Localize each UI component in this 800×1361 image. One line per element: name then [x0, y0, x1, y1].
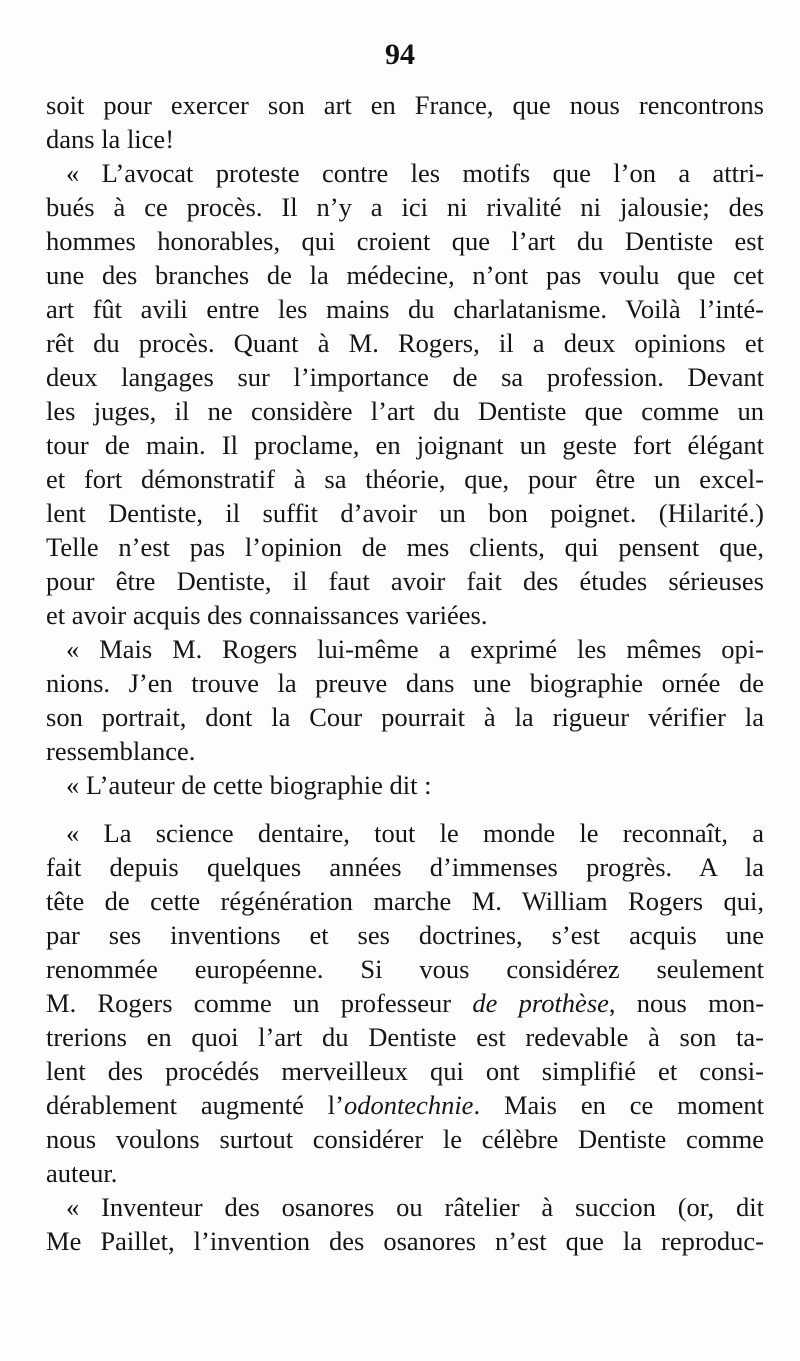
text-line: nions. J’en trouve la preuve dans une biographie ornée de: [46, 668, 764, 698]
italic-term: odontechnie: [343, 1090, 474, 1120]
text-line: auteur.: [46, 1158, 118, 1188]
text-line: trerions en quoi l’art du Dentiste est redevable à son ta-: [46, 1022, 764, 1052]
text-line: les juges, il ne considère l’art du Dentiste que comme un: [46, 396, 764, 426]
text-line: soit pour exercer son art en France, que nous rencontrons: [46, 90, 764, 120]
text-line: son portrait, dont la Cour pourrait à la rigueur vérifier la: [46, 702, 764, 732]
text-line: « Mais M. Rogers lui-même a exprimé les mêmes opi-: [66, 634, 764, 664]
text-line: et avoir acquis des connaissances variées.: [46, 600, 488, 630]
body-text: [46, 88, 764, 1258]
page-number: 94: [385, 38, 415, 71]
text-line: lent Dentiste, il suffit d’avoir un bon poignet. (Hilarité.): [46, 498, 764, 528]
text-line: Telle n’est pas l’opinion de mes clients, qui pensent que,: [46, 532, 764, 562]
text-line: ressemblance.: [46, 736, 196, 766]
text-line: rêt du procès. Quant à M. Rogers, il a deux opinions et: [46, 328, 764, 358]
text-line: nous voulons surtout considérer le célèbre Dentiste comme: [46, 1124, 764, 1154]
text-line: par ses inventions et ses doctrines, s’est acquis une: [46, 920, 764, 950]
text-line: tête de cette régénération marche M. William Rogers qui,: [46, 886, 764, 916]
text-line: « L’avocat proteste contre les motifs que l’on a attri-: [66, 158, 764, 188]
text-line: dérablement augmenté l’odontechnie. Mais en ce moment: [46, 1090, 764, 1120]
text-line: deux langages sur l’importance de sa profession. Devant: [46, 362, 764, 392]
text-line: art fût avili entre les mains du charlatanisme. Voilà l’inté-: [46, 294, 764, 324]
text-line: hommes honorables, qui croient que l’art du Dentiste est: [46, 226, 764, 256]
text-line: renommée européenne. Si vous considérez seulement: [46, 954, 764, 984]
text-line: bués à ce procès. Il n’y a ici ni rivalité ni jalousie; des: [46, 192, 764, 222]
paragraph-gap: [46, 802, 764, 816]
text-line: une des branches de la médecine, n’ont pas voulu que cet: [46, 260, 764, 290]
text-line: et fort démonstratif à sa théorie, que, pour être un excel-: [46, 464, 764, 494]
text-line: Me Paillet, l’invention des osanores n’est que la reproduc-: [46, 1226, 764, 1256]
text-line: dans la lice!: [46, 124, 175, 154]
text-line: « La science dentaire, tout le monde le reconnaît, a: [66, 818, 764, 848]
text-line: « Inventeur des osanores ou râtelier à succion (or, dit: [66, 1192, 764, 1222]
text-line: pour être Dentiste, il faut avoir fait des études sérieuses: [46, 566, 764, 596]
text-line: lent des procédés merveilleux qui ont simplifié et consi-: [46, 1056, 764, 1086]
text-line: tour de main. Il proclame, en joignant un geste fort élégant: [46, 430, 764, 460]
text-line: « L’auteur de cette biographie dit :: [66, 770, 432, 800]
text-line: fait depuis quelques années d’immenses progrès. A la: [46, 852, 764, 882]
italic-term: de prothèse: [472, 988, 609, 1018]
text-line: M. Rogers comme un professeur de prothèse, nous mon-: [46, 988, 765, 1018]
